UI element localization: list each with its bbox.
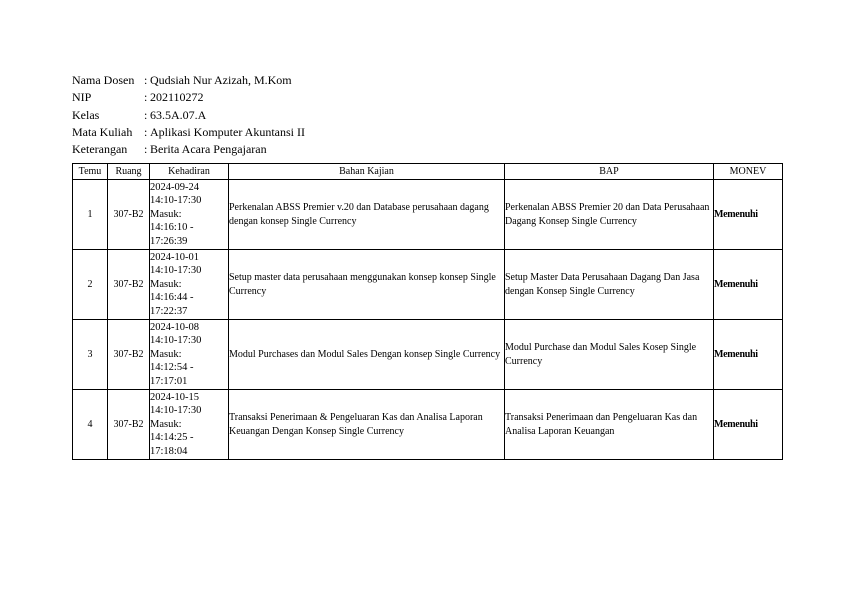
table-row — [73, 180, 783, 250]
info-separator: : — [144, 124, 148, 139]
info-separator: : — [144, 142, 148, 157]
cell-kehadiran — [150, 320, 229, 390]
kehadiran-masuk-label: Masuk: — [150, 348, 182, 360]
kehadiran-masuk-label: Masuk: — [150, 278, 182, 290]
info-separator: : — [144, 107, 148, 122]
header-info — [72, 72, 305, 158]
kehadiran-jam-keluar: 17:22:37 — [150, 305, 188, 317]
kehadiran-masuk-label: Masuk: — [150, 418, 182, 430]
info-label: NIP — [72, 90, 92, 105]
column-header-bahan-kajian: Bahan Kajian — [229, 164, 505, 180]
kehadiran-jam-keluar: 17:18:04 — [150, 445, 188, 457]
info-value-kelas: 63.5A.07.A — [150, 107, 207, 122]
cell-bahan-kajian: Setup master data perusahaan menggunakan konsep konsep Single Currency — [229, 250, 505, 320]
info-row-mata-kuliah — [72, 124, 305, 141]
kehadiran-tanggal: 2024-10-08 — [150, 321, 199, 333]
info-separator: : — [144, 90, 148, 105]
info-separator: : — [144, 73, 148, 87]
info-label: Kelas — [72, 107, 100, 122]
column-header-monev: MONEV — [714, 164, 783, 180]
kehadiran-jam-masuk: 14:12:54 - — [150, 362, 194, 374]
table-row — [73, 390, 783, 460]
kehadiran-jam-keluar: 17:17:01 — [150, 375, 188, 387]
cell-monev: Memenuhi — [714, 320, 783, 390]
column-header-kehadiran: Kehadiran — [150, 164, 229, 180]
column-header-bap: BAP — [505, 164, 714, 180]
kehadiran-tanggal: 2024-10-01 — [150, 251, 199, 263]
info-label: Mata Kuliah — [72, 124, 133, 139]
kehadiran-jam: 14:10-17:30 — [150, 405, 202, 417]
cell-monev: Memenuhi — [714, 390, 783, 460]
cell-ruang: 307-B2 — [108, 250, 150, 320]
cell-ruang: 307-B2 — [108, 180, 150, 250]
cell-temu: 3 — [73, 320, 108, 390]
kehadiran-tanggal: 2024-10-15 — [150, 391, 199, 403]
kehadiran-jam-keluar: 17:26:39 — [150, 235, 188, 247]
cell-kehadiran — [150, 390, 229, 460]
cell-bahan-kajian: Perkenalan ABSS Premier v.20 dan Database perusahaan dagang dengan konsep Single Currency — [229, 180, 505, 250]
info-row-nip — [72, 89, 305, 106]
cell-bahan-kajian: Modul Purchases dan Modul Sales Dengan konsep Single Currency — [229, 320, 505, 390]
cell-kehadiran — [150, 250, 229, 320]
kehadiran-jam-masuk: 14:16:44 - — [150, 292, 194, 304]
info-value-nip: 202110272 — [150, 90, 204, 105]
kehadiran-jam: 14:10-17:30 — [150, 335, 202, 347]
kehadiran-jam-masuk: 14:14:25 - — [150, 432, 194, 444]
cell-ruang: 307-B2 — [108, 320, 150, 390]
info-label: Keterangan — [72, 142, 128, 157]
cell-bap: Setup Master Data Perusahaan Dagang Dan Jasa dengan Konsep Single Currency — [505, 250, 714, 320]
cell-kehadiran — [150, 180, 229, 250]
table-row — [73, 250, 783, 320]
cell-temu: 1 — [73, 180, 108, 250]
info-row-dosen — [72, 72, 305, 89]
info-row-kelas — [72, 107, 305, 124]
cell-bahan-kajian: Transaksi Penerimaan & Pengeluaran Kas dan Analisa Laporan Keuangan Dengan Konsep Single Currency — [229, 390, 505, 460]
info-value-mata-kuliah: Aplikasi Komputer Akuntansi II — [150, 124, 305, 139]
cell-temu: 4 — [73, 390, 108, 460]
kehadiran-jam: 14:10-17:30 — [150, 195, 202, 207]
info-row-keterangan — [72, 141, 305, 158]
kehadiran-masuk-label: Masuk: — [150, 208, 182, 220]
cell-monev: Memenuhi — [714, 180, 783, 250]
cell-bap: Modul Purchase dan Modul Sales Kosep Single Currency — [505, 320, 714, 390]
column-header-ruang: Ruang — [108, 164, 150, 180]
column-header-temu: Temu — [73, 164, 108, 180]
info-value-dosen: Qudsiah Nur Azizah, M.Kom — [150, 73, 292, 87]
cell-bap: Transaksi Penerimaan dan Pengeluaran Kas dan Analisa Laporan Keuangan — [505, 390, 714, 460]
cell-bap: Perkenalan ABSS Premier 20 dan Data Perusahaan Dagang Konsep Single Currency — [505, 180, 714, 250]
cell-temu: 2 — [73, 250, 108, 320]
table-row — [73, 320, 783, 390]
kehadiran-jam: 14:10-17:30 — [150, 265, 202, 277]
kehadiran-jam-masuk: 14:16:10 - — [150, 222, 194, 234]
cell-monev: Memenuhi — [714, 250, 783, 320]
cell-ruang: 307-B2 — [108, 390, 150, 460]
berita-acara-table — [72, 163, 783, 460]
info-label: Nama Dosen — [72, 73, 135, 87]
info-value-keterangan: Berita Acara Pengajaran — [150, 142, 267, 157]
kehadiran-tanggal: 2024-09-24 — [150, 181, 199, 193]
table-header-row — [73, 164, 783, 180]
